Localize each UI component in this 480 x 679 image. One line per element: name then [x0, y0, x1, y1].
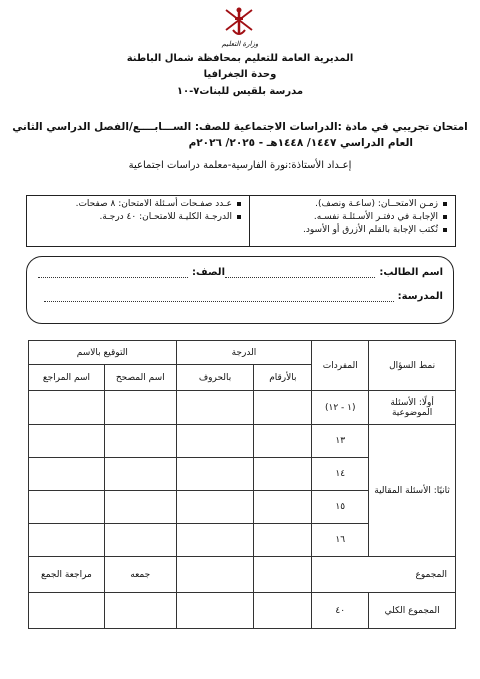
items-header: المفردات	[312, 341, 369, 391]
total-reviewer-label: مراجعة الجمع	[29, 557, 105, 593]
grade-digits-cell[interactable]	[254, 425, 312, 458]
instruction-item: الدرجـة الكليـة للامتحـان: ٤٠ درجـة.	[35, 212, 241, 222]
total-label: المجموع	[312, 557, 456, 593]
items-cell: ١٤	[312, 458, 369, 491]
corrector-cell[interactable]	[104, 491, 176, 524]
grand-total-collector-cell[interactable]	[104, 593, 176, 629]
instructions-right	[249, 196, 455, 246]
instructions-left	[27, 196, 249, 246]
grade-letters-cell[interactable]	[176, 425, 254, 458]
class-field[interactable]	[38, 267, 188, 278]
grade-letters-header: بالحروف	[176, 365, 254, 391]
items-cell: ١٦	[312, 524, 369, 557]
corrector-cell[interactable]	[104, 524, 176, 557]
reviewer-cell[interactable]	[29, 491, 105, 524]
student-info-box	[26, 256, 454, 324]
school-field[interactable]	[44, 291, 394, 302]
grand-total-row	[29, 593, 456, 629]
items-cell: ١٣	[312, 425, 369, 458]
student-name-label: اسم الطالب:	[379, 267, 443, 278]
school-label: المدرسة:	[397, 291, 443, 302]
school-title: مدرسة بلقيس للبنات٧-١٠	[176, 86, 304, 97]
grade-digits-cell[interactable]	[254, 524, 312, 557]
class-label: الصف:	[192, 267, 225, 278]
grades-table	[28, 340, 456, 629]
grand-total-value: ٤٠	[312, 593, 369, 629]
grand-total-digits-cell[interactable]	[254, 593, 312, 629]
grade-digits-cell[interactable]	[254, 391, 312, 425]
grade-header: الدرجة	[176, 341, 312, 365]
grade-letters-cell[interactable]	[176, 491, 254, 524]
reviewer-cell[interactable]	[29, 425, 105, 458]
total-letters-cell[interactable]	[176, 557, 254, 593]
bullet-icon	[237, 202, 241, 206]
table-row	[29, 391, 456, 425]
grade-letters-cell[interactable]	[176, 391, 254, 425]
bullet-icon	[443, 215, 447, 219]
total-collector-label: جمعه	[104, 557, 176, 593]
question-type-cell: ثانيًا: الأسئلة المقالية	[369, 425, 456, 557]
grand-total-label: المجموع الكلي	[369, 593, 456, 629]
ministry-name: وزارة التعليم	[221, 40, 259, 48]
instruction-item: الإجابـة في دفتـر الأسـئلـة نفسـه.	[258, 212, 447, 222]
bullet-icon	[237, 215, 241, 219]
grade-digits-header: بالأرقام	[254, 365, 312, 391]
instruction-item: زمـن الامتحــان: (ساعـة ونصف).	[258, 199, 447, 209]
grade-letters-cell[interactable]	[176, 524, 254, 557]
class-row	[34, 267, 225, 278]
exam-title: امتحان تجريبي في مادة :الدراسات الاجتماعية للصف: الســـابــــع/الفصل الدراسي الثاني	[12, 121, 468, 133]
corrector-cell[interactable]	[104, 425, 176, 458]
school-row	[40, 291, 443, 302]
reviewer-cell[interactable]	[29, 458, 105, 491]
directorate-title: المديرية العامة للتعليم بمحافظة شمال الباطنة	[126, 53, 354, 64]
total-row	[29, 557, 456, 593]
total-digits-cell[interactable]	[254, 557, 312, 593]
grade-digits-cell[interactable]	[254, 458, 312, 491]
reviewer-header: اسم المراجع	[29, 365, 105, 391]
unit-title: وحدة الجغرافيا	[203, 69, 277, 80]
corrector-header: اسم المصحح	[104, 365, 176, 391]
table-row	[29, 425, 456, 458]
question-type-cell: أولًا: الأسئلة الموضوعية	[369, 391, 456, 425]
items-cell: (١ - ١٢)	[312, 391, 369, 425]
grand-total-reviewer-cell[interactable]	[29, 593, 105, 629]
academic-year: العام الدراسي ١٤٤٧/ ١٤٤٨هـ - ٢٠٢٥/ ٢٠٢٦م	[188, 137, 413, 149]
student-name-field[interactable]	[225, 267, 375, 278]
instruction-item: عـدد صفـحات أسـئلة الامتحان: ٨ صفحات.	[35, 199, 241, 209]
student-name-row	[221, 267, 443, 278]
bullet-icon	[443, 228, 447, 232]
grade-letters-cell[interactable]	[176, 458, 254, 491]
corrector-cell[interactable]	[104, 391, 176, 425]
instruction-item: تُكتب الإجابة بالقلم الأزرق أو الأسود.	[258, 225, 447, 235]
grade-digits-cell[interactable]	[254, 491, 312, 524]
bullet-icon	[443, 202, 447, 206]
corrector-cell[interactable]	[104, 458, 176, 491]
reviewer-cell[interactable]	[29, 524, 105, 557]
prepared-by: إعـداد الأستاذة:نورة الفارسية-معلمة دراسات اجتماعية	[128, 160, 352, 171]
oman-emblem-logo	[222, 4, 256, 40]
reviewer-cell[interactable]	[29, 391, 105, 425]
question-type-header: نمط السؤال	[369, 341, 456, 391]
signature-header: التوقيع بالاسم	[29, 341, 177, 365]
items-cell: ١٥	[312, 491, 369, 524]
grand-total-letters-cell[interactable]	[176, 593, 254, 629]
instructions-box	[26, 195, 456, 247]
